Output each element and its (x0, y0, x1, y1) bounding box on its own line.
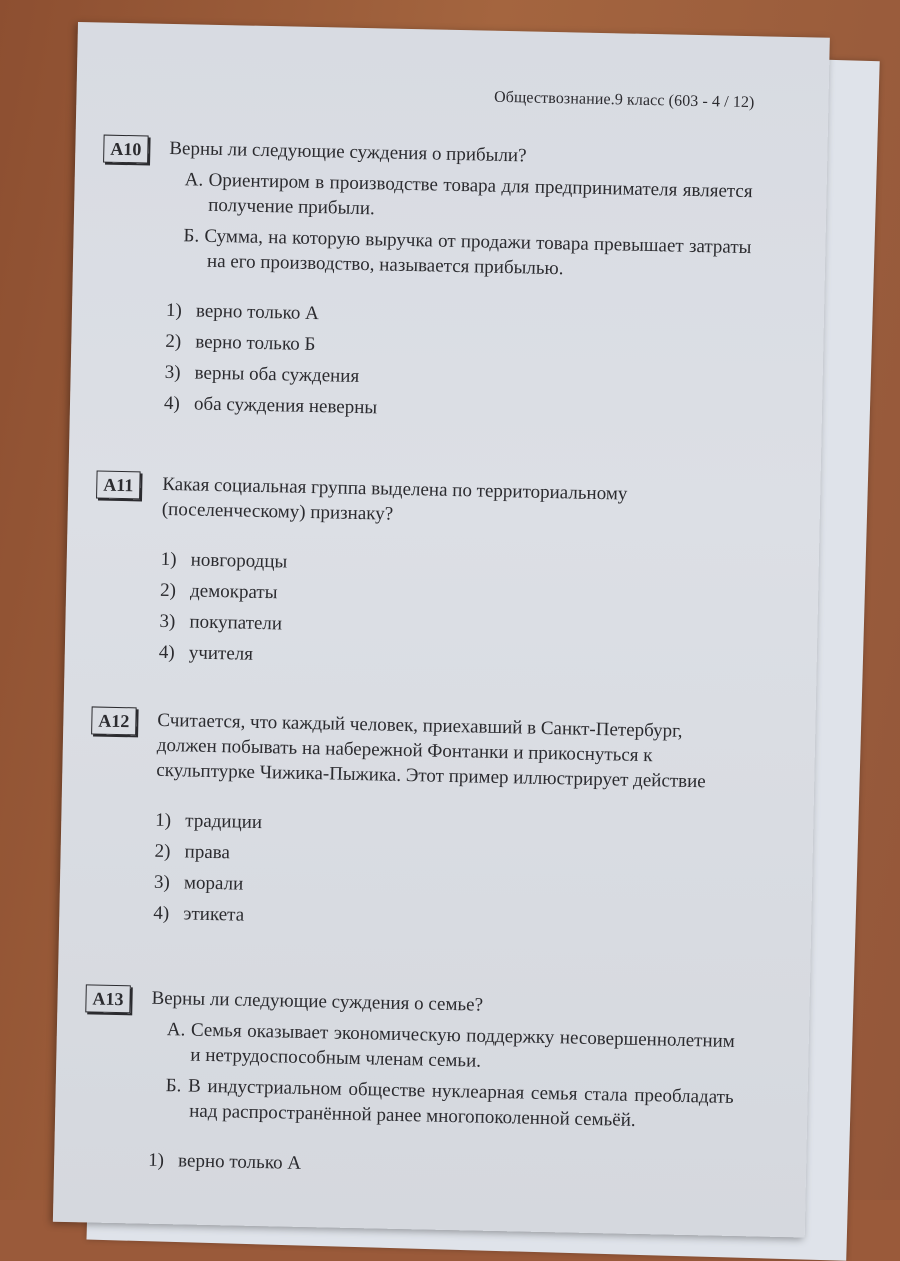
option-text: права (184, 841, 231, 864)
statement-a: А. Ориентиром в производстве товара для предпринимателя является получение прибыли. (184, 169, 753, 220)
option-number: 4) (158, 641, 175, 664)
option-number: 1) (165, 299, 183, 322)
option-text: верно только Б (195, 331, 316, 356)
option-text: этикета (183, 903, 245, 926)
option-number: 3) (164, 361, 181, 384)
answer-options (164, 295, 750, 431)
exam-page (53, 22, 830, 1237)
page-header: Обществознание.9 класс (603 - 4 / 12) (493, 88, 755, 112)
statement-b: Б. В индустриальном обществе нуклеарная семья стала преобладать над распространённой ранее многопоколенной семьёй. (165, 1075, 734, 1131)
statement-b: Б. Сумма, на которую выручка от продажи товара превышает затраты на его производство, называется прибылью. (183, 225, 752, 280)
task-number: A10 (103, 135, 149, 164)
answer-options (158, 544, 744, 680)
option-text: верны оба суждения (194, 362, 360, 387)
task-number: A13 (85, 984, 131, 1013)
answer-options (153, 805, 739, 941)
option-number: 1) (155, 809, 172, 832)
option-text: учителя (188, 642, 254, 665)
option-number: 4) (153, 902, 170, 925)
option-text: морали (183, 872, 244, 895)
option-text: покупатели (189, 611, 283, 635)
option-number: 4) (163, 392, 181, 415)
option-number: 2) (159, 579, 177, 602)
option-number: 2) (154, 840, 171, 863)
task-a11 (93, 470, 747, 680)
option-text: оба суждения неверны (193, 393, 378, 419)
answer-option[interactable] (148, 1145, 733, 1188)
option-number: 1) (147, 1149, 165, 1172)
option-text: верно только А (177, 1150, 302, 1174)
option-text: демократы (189, 580, 278, 604)
answer-options (148, 1145, 733, 1188)
task-number: A12 (91, 706, 137, 735)
option-number: 3) (153, 871, 171, 894)
question-text: Верны ли следующие суждения о прибыли? (169, 137, 527, 167)
option-text: традиции (185, 810, 263, 834)
option-number: 2) (165, 330, 182, 353)
option-number: 1) (160, 548, 177, 571)
question-text: Верны ли следующие суждения о семье? (151, 987, 484, 1016)
task-a10 (98, 135, 754, 432)
option-text: новгородцы (190, 549, 288, 573)
question-text: Какая социальная группа выделена по территориальному (поселенческому) признаку? (161, 473, 628, 525)
option-text: верно только А (195, 300, 320, 325)
task-a12 (87, 706, 741, 941)
question-text: Считается, что каждый человек, приехавший в Санкт-Петербург, должен побывать на набережной Фонтанки и прикоснуться к скульптурке Чижика-Пыжика. Этот пример иллюстрирует действие (156, 709, 706, 793)
task-number: A11 (96, 470, 141, 499)
option-number: 3) (159, 610, 176, 633)
statement-a: А. Семья оказывает экономическую поддержку несовершеннолетним и нетрудоспособным членам семьи. (166, 1019, 736, 1072)
task-a13 (82, 984, 736, 1188)
